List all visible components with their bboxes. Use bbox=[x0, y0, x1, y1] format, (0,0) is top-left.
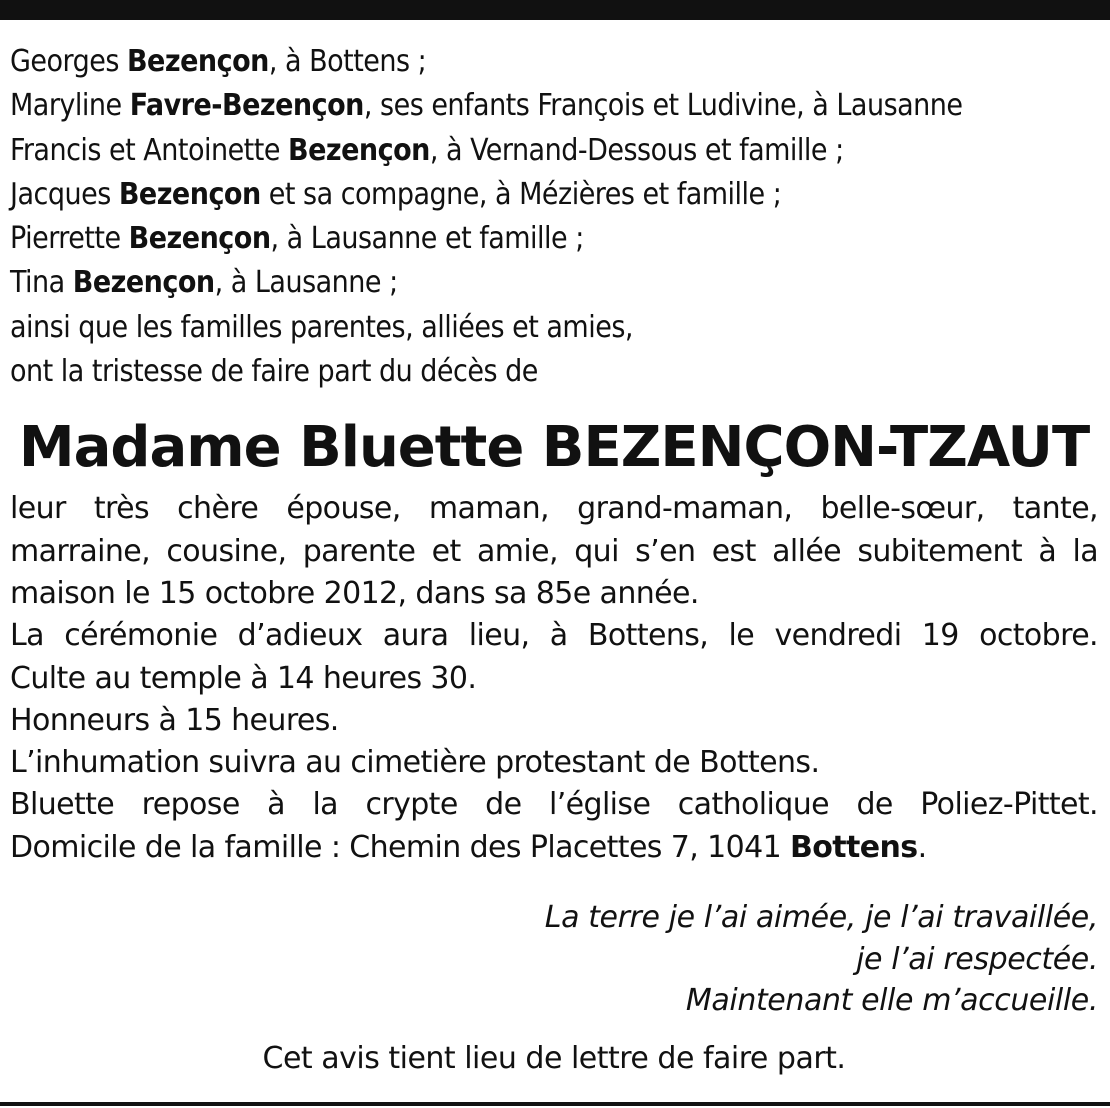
given-names: Maryline bbox=[10, 88, 130, 124]
given-names: Jacques bbox=[10, 176, 119, 212]
deceased-name-heading: Madame Bluette BEZENÇON-TZAUT bbox=[18, 415, 1090, 481]
burial-line: L’inhumation suivra au cimetière protestant de Bottens. bbox=[10, 745, 820, 781]
quote-line: La terre je l’ai aimée, je l’ai travaillée, bbox=[544, 900, 1098, 936]
description-paragraph: leur très chère épouse, maman, grand-maman, belle-sœur, tante, marraine, cousine, parente et amie, qui s’en est allée subitement à la maison le 15 octobre 2012, dans sa 85e année. bbox=[10, 491, 1098, 611]
quote-line: Maintenant elle m’accueille. bbox=[685, 983, 1098, 1019]
family-line bbox=[10, 40, 1098, 84]
family-details: , ses enfants François et Ludivine, à Lausanne bbox=[363, 88, 963, 124]
honors-line: Honneurs à 15 heures. bbox=[10, 702, 339, 738]
rest-place-line: Bluette repose à la crypte de l’église catholique de Poliez-Pittet. bbox=[10, 787, 1098, 823]
family-list bbox=[10, 40, 1098, 394]
address-text: Domicile de la famille : Chemin des Placettes 7, 1041 bbox=[10, 829, 791, 865]
given-names: Pierrette bbox=[10, 221, 129, 257]
ceremony-line: La cérémonie d’adieux aura lieu, à Bottens, le vendredi 19 octobre. bbox=[10, 618, 1098, 654]
family-details: , à Vernand-Dessous et famille ; bbox=[429, 132, 844, 168]
service-line: Culte au temple à 14 heures 30. bbox=[10, 660, 477, 696]
closing-note: Cet avis tient lieu de lettre de faire part. bbox=[262, 1040, 846, 1076]
family-surname: Bezençon bbox=[128, 221, 271, 257]
address-line bbox=[10, 827, 1098, 869]
given-names: Georges bbox=[10, 44, 127, 79]
family-line bbox=[10, 217, 1098, 261]
quote-line: je l’ai respectée. bbox=[856, 941, 1098, 977]
family-line bbox=[10, 173, 1098, 217]
family-line bbox=[10, 84, 1098, 128]
family-surname: Favre-Bezençon bbox=[129, 88, 364, 124]
address-end: . bbox=[917, 829, 927, 865]
family-surname: Bezençon bbox=[126, 44, 269, 79]
obituary-notice bbox=[10, 40, 1098, 1080]
family-details: , à Bottens ; bbox=[268, 44, 427, 79]
announcement-line: ont la tristesse de faire part du décès de bbox=[10, 354, 538, 390]
relatives-line: ainsi que les familles parentes, alliées et amies, bbox=[10, 309, 633, 345]
family-details: et sa compagne, à Mézières et famille ; bbox=[260, 176, 782, 212]
given-names: Tina bbox=[10, 265, 73, 301]
family-line bbox=[10, 261, 1098, 305]
family-surname: Bezençon bbox=[72, 265, 215, 301]
top-border-rule bbox=[0, 0, 1110, 20]
family-details: , à Lausanne et famille ; bbox=[270, 221, 584, 257]
given-names: Francis et Antoinette bbox=[10, 132, 289, 168]
family-line bbox=[10, 129, 1098, 173]
address-town: Bottens bbox=[790, 829, 918, 865]
bottom-border-rule bbox=[0, 1102, 1110, 1106]
epitaph-quote bbox=[10, 897, 1098, 1022]
family-details: , à Lausanne ; bbox=[214, 265, 398, 301]
family-surname: Bezençon bbox=[288, 132, 430, 168]
family-surname: Bezençon bbox=[118, 176, 261, 212]
